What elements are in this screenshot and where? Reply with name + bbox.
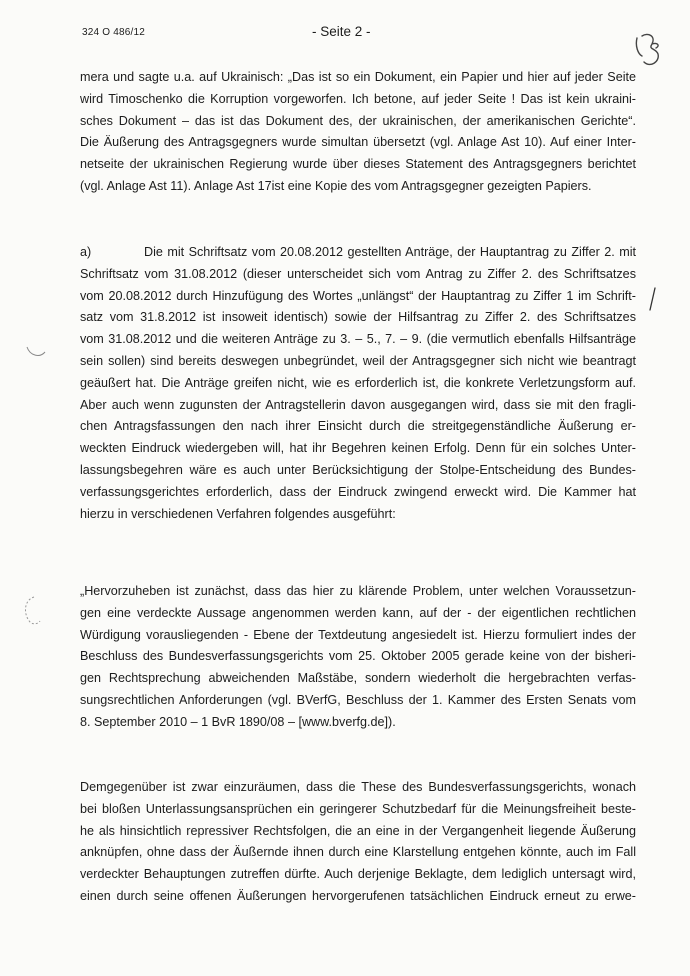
text-line: chen Antragsfassungen den nach ihrer Einsicht durch die streitgegenständliche Äußerung er- bbox=[80, 419, 636, 434]
text-line: Demgegenüber ist zwar einzuräumen, dass die These des Bundesverfassungsgerichts, wonach bbox=[80, 780, 636, 794]
text-line: lassungsbegehren wäre es auch unter Berücksichtigung der Stolpe-Entscheidung des Bundes- bbox=[80, 462, 636, 477]
text-line: satz vom 31.8.2012 ist insoweit identisch) sowie der Hilfsantrag zu Ziffer 2. des Schriftsatzes bbox=[80, 310, 636, 325]
text-line: Schriftsatz vom 31.08.2012 (dieser unterscheidet sich vom Antrag zu Ziffer 2. des Schriftsatzes bbox=[80, 266, 636, 281]
text-line: hierzu in verschiedenen Verfahren folgendes ausgeführt: bbox=[80, 506, 396, 521]
text-line: gen Rechtsprechung abweichenden Maßstäbe, sondern wiederholt die hergebrachten verfas- bbox=[80, 671, 636, 686]
text-line: bei bloßen Unterlassungsansprüchen ein geringerer Schutzbedarf für die Meinungsfreiheit beste- bbox=[80, 801, 636, 816]
text-line: Die mit Schriftsatz vom 20.08.2012 gestellten Anträge, der Hauptantrag zu Ziffer 2. mit bbox=[144, 245, 636, 259]
text-line bbox=[80, 242, 636, 264]
text-line: Die Äußerung des Antragsgegners wurde simultan übersetzt (vgl. Anlage Ast 10). Auf einer Inter- bbox=[80, 135, 636, 150]
text-line: Beschluss des Bundesverfassungsgerichts vom 25. Oktober 2005 gerade keine von der bisheri- bbox=[80, 649, 636, 664]
paragraph-4 bbox=[80, 777, 636, 908]
page-number-label: - Seite 2 - bbox=[312, 24, 371, 39]
text-line: vom 31.08.2012 und die weiteren Anträge zu 3. – 5., 7. – 9. (die vermutlich ebenfalls Hilfsanträge bbox=[80, 332, 636, 347]
text-line: vom 20.08.2012 durch Hinzufügung des Wortes „unlängst“ der Hauptantrag zu Ziffer 1 im Schrift- bbox=[80, 288, 636, 303]
paragraph-a bbox=[80, 242, 636, 525]
text-line: „Hervorzuheben ist zunächst, dass das hier zu klärende Problem, unter welchen Voraussetzun- bbox=[80, 584, 636, 598]
text-line: einen durch seine offenen Äußerungen hervorgerufenen tatsächlichen Eindruck erneut zu erwe- bbox=[80, 888, 636, 903]
text-line: (vgl. Anlage Ast 11). Anlage Ast 17ist eine Kopie des vom Antragsgegner gezeigten Papiers. bbox=[80, 178, 592, 193]
case-number: 324 O 486/12 bbox=[82, 27, 146, 38]
text-line: weckten Eindruck wiedergeben will, hat ihr Begehren keinen Erfolg. Denn für ein solches Unter- bbox=[80, 441, 636, 456]
text-line: Würdigung vorausliegenden - Ebene der Textdeutung angesiedelt ist. Hierzu formuliert indes der bbox=[80, 627, 636, 642]
text-line: sungsrechtlichen Anforderungen (vgl. BVerfG, Beschluss der 1. Kammer des Ersten Senats vom bbox=[80, 692, 636, 707]
punch-hole-mark-icon bbox=[24, 344, 48, 360]
paragraph-1 bbox=[80, 67, 636, 198]
text-line: sches Dokument – das ist das Dokument des, der ukrainischen, der amerikanischen Gerichte“. bbox=[80, 113, 636, 128]
text-line: sein sollen) sind bereits deswegen unbegründet, weil der Antragsgegner sich nicht wie beantragt bbox=[80, 353, 636, 368]
text-line: 8. September 2010 – 1 BvR 1890/08 – [www.bverfg.de]). bbox=[80, 714, 396, 729]
text-line: netseite der ukrainischen Regierung wurde über dieses Statement des Antragsgegners berichtet bbox=[80, 157, 636, 172]
text-line: geäußert hat. Die Anträge greifen nicht, wie es erforderlich ist, die konkrete Verletzungsform auf. bbox=[80, 375, 636, 390]
text-line: he als hinsichtlich repressiver Rechtsfolgen, die an eine in der Vergangenheit liegende Äußerung bbox=[80, 823, 636, 838]
section-label: a) bbox=[80, 245, 92, 259]
text-line: Aber auch wenn zugunsten der Antragstellerin davon ausgegangen wird, dass sie mit den fragli- bbox=[80, 397, 636, 412]
punch-hole-mark-icon bbox=[20, 594, 44, 628]
paragraph-quote bbox=[80, 581, 636, 734]
text-line: verdeckter Behauptungen zutreffen dürfte. Auch derjenige Beklagte, dem lediglich untersagt wird, bbox=[80, 867, 636, 882]
text-line: mera und sagte u.a. auf Ukrainisch: „Das ist so ein Dokument, ein Papier und hier auf jeder Seite bbox=[80, 70, 636, 84]
text-line: wird Timoschenko die Korruption vorgeworfen. Ich betone, auf jeder Seite ! Das ist kein ukraini- bbox=[80, 91, 636, 106]
text-line: anknüpfen, ohne dass der Äußernde ihnen durch eine Klarstellung entgehen könnte, auch im Fall bbox=[80, 845, 636, 860]
text-line: gen eine verdeckte Aussage angenommen werden kann, auf der - der eigentlichen rechtlichen bbox=[80, 605, 636, 620]
margin-stroke-icon bbox=[646, 286, 658, 312]
text-line: verfassungsgerichtes erforderlich, dass der Eindruck zwingend erweckt wird. Die Kammer hat bbox=[80, 484, 636, 499]
